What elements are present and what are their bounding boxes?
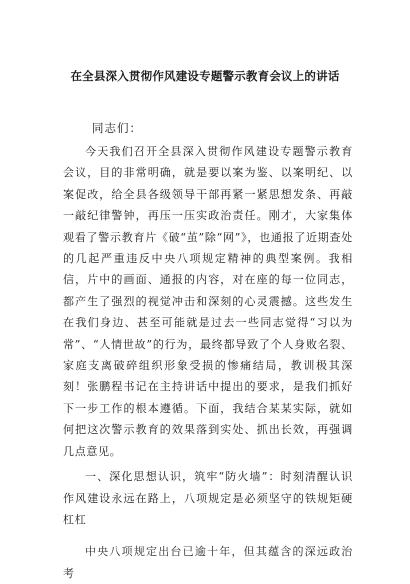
paragraph-intro: 今天我们召开全县深入贯彻作风建设专题警示教育会议，目的非常明确，就是要以案为鉴、以案明纪、以案促改，给全县各级领导干部再紧一紧思想发条、再敲一敲纪律警钟，再压一压实政治责任。刚才，大家集体观看了警示教育片《破“茧”除“网”》，也通报了近期查处的几起严重违反中央八项规定精神的典型案例。我相信，片中的画面、通报的内容，对在座的每一位同志，都产生了强烈的视觉冲击和深刻的心灵震撼。这些发生在我们身边、甚至可能就是过去一些同志觉得“习以为常”、“人情世故”的行为，最终都导致了个人身败名裂、家庭支离破碎组织形象受损的惨痛结局，教训极其深刻！张鹏程书记在主持讲话中提出的要求，是我们抓好下一步工作的根本遵循。下面，我结合某某实际，就如何把这次警示教育的效果落到实处、抓出长效，再强调几点意见。: [63, 145, 353, 458]
section-heading-1: 一、深化思想认识，筑牢“防火墙”：时刻清醒认识作风建设永远在路上，八项规定是必须坚守的铁规矩硬杠杠: [63, 470, 353, 526]
document-title: 在全县深入贯彻作风建设专题警示教育会议上的讲话: [70, 69, 340, 83]
document-body: [63, 141, 353, 584]
paragraph-section-1: 中央八项规定出台已逾十年，但其蕴含的深远政治考: [63, 545, 353, 580]
greeting: 同志们：: [92, 121, 142, 135]
